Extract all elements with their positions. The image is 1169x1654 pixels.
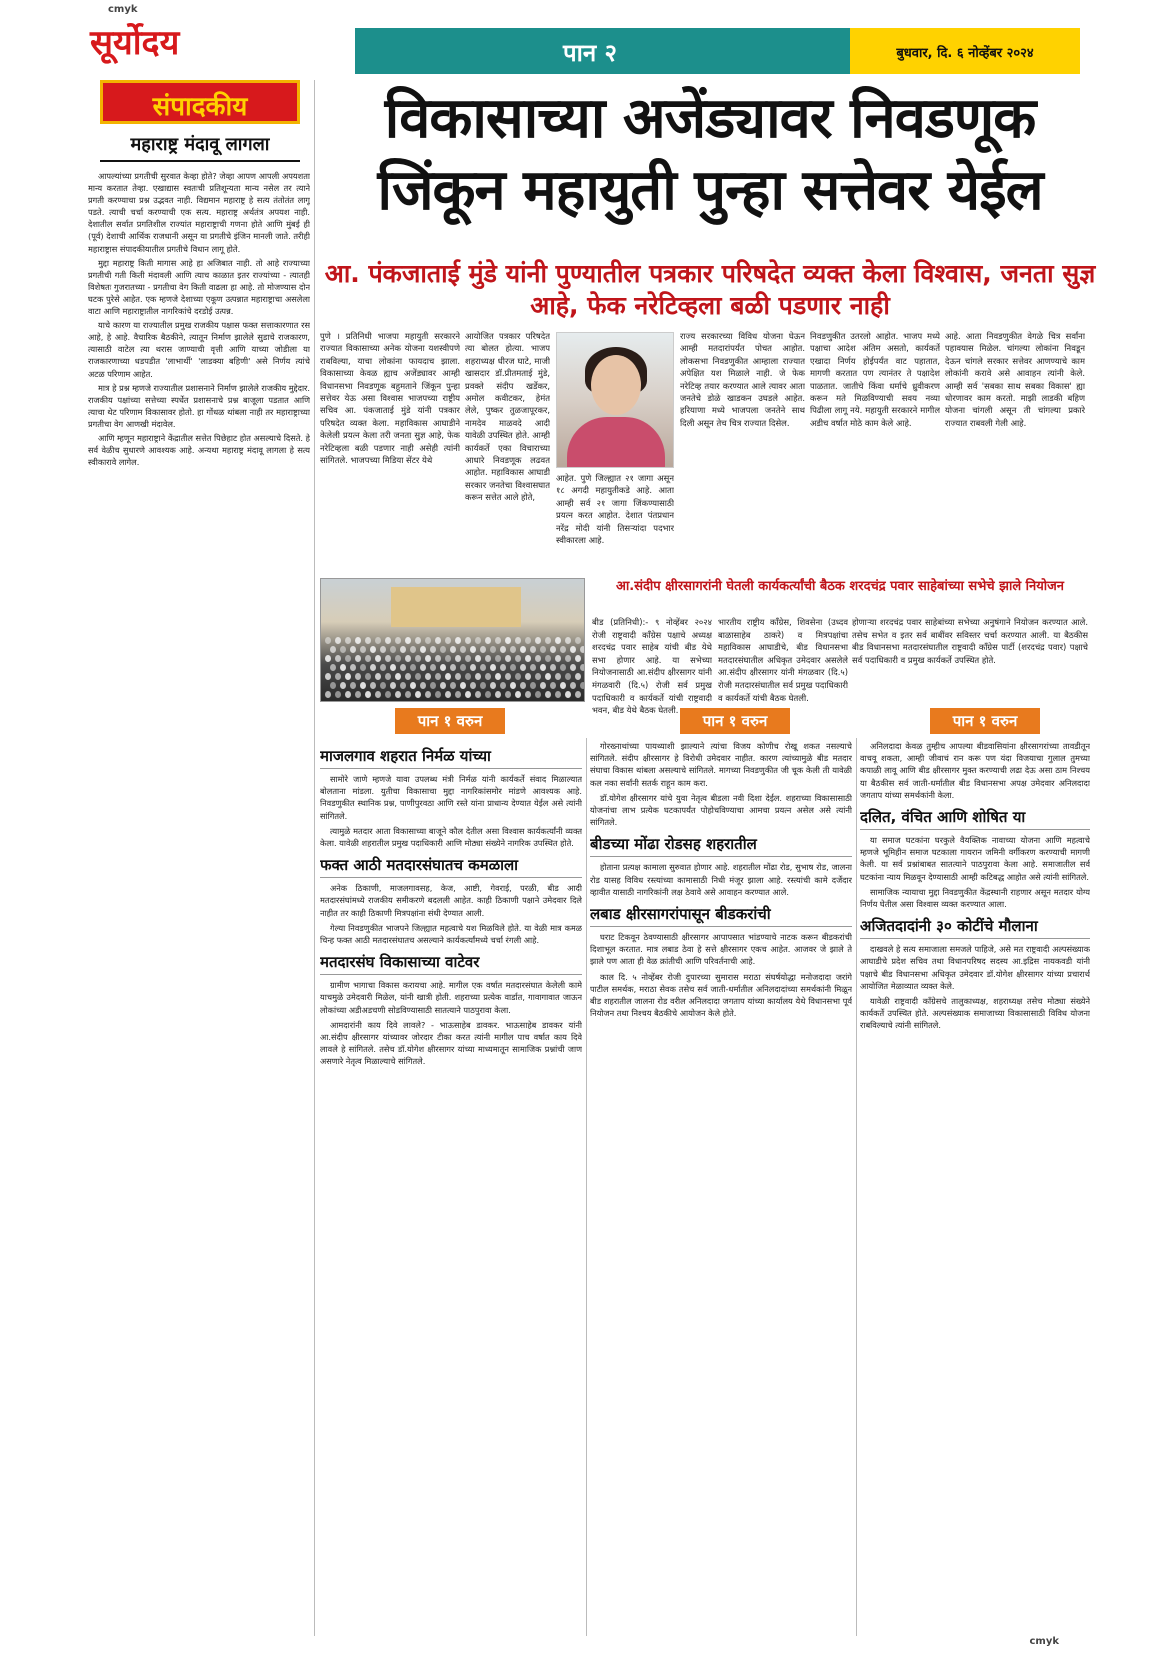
continued-banner: पान १ वरुन (395, 708, 505, 734)
crowd-person (385, 637, 391, 644)
crowd-person (430, 646, 436, 653)
crowd-person (355, 655, 361, 662)
crowd-person (565, 655, 571, 662)
crowd-person (510, 682, 516, 689)
crowd-person (375, 673, 381, 680)
section-paragraph: अनिलदादा केवळ तुम्हीच आपल्या बीडवासियांना क्षीरसागरांच्या तावडीतून वाचवू शकता, आम्ही जीवाचं रान करू पण यंदा विजयाचा गुलाल तुमच्या कपाळी लावू आणि बीड क्षीरसागर मुक्त करण्याची लढा देऊ असा ठाम निश्चय या बैठकीस सर्व जाती-धर्मातील बीड विधानसभा अपक्ष उमेदवार अनिलदादा जगताप यांच्या समर्थकांनी केला. (860, 741, 1090, 800)
crowd-person (395, 637, 401, 644)
crowd-person (505, 673, 511, 680)
crowd-person (515, 691, 521, 698)
crowd-person (330, 682, 336, 689)
crowd-person (545, 655, 551, 662)
crowd-person (535, 673, 541, 680)
second-story-column: बीड (प्रतिनिधी):- ९ नोव्हेंबर २०२४ रोजी राष्ट्रवादी काँग्रेस पक्षाचे अध्यक्ष शरदचंद्र पवार साहेब यांची बीड येथे सभा होणार आहे. या सभेच्या नियोजनासाठी आ.संदीप क्षीरसागर यांनी मंगळवारी (दि.५) रोजी सर्व प्रमुख पदाधिकारी व कार्यकर्ते यांची राष्ट्रवादी भवन, बीड येथे बैठक घेतली. (592, 617, 712, 716)
section-heading: अजितदादांनी ३० कोटींचे मौलाना (860, 916, 1090, 939)
crowd-person (340, 646, 346, 653)
crowd-person (335, 691, 341, 698)
crowd-person (520, 664, 526, 671)
section-paragraph: सामोरे जाणे म्हणजे यावा उपलब्ध मंत्री निर्मळ यांनी कार्यकर्ते संवाद मिळाल्यात बोलताना मांडला. युतीचा विकासाचा मुद्दा नागरिकांसमोर मांडणे आवश्यक आहे. निवडणुकीत स्थानिक प्रश्न, पाणीपुरवठा आणि रस्ते यांना प्राधान्य देण्यात येईल असे त्यांनी सांगितले. (320, 774, 582, 821)
portrait-face (591, 355, 641, 415)
section-paragraph: ग्रामीण भागाचा विकास करायचा आहे. मागील एक वर्षात मतदारसंघात केलेली कामे याचमुळे उमेदवारी मिळेल, यांनी खात्री होती. शहराच्या प्रत्येक वार्डात, गावागावात जाऊन लोकांच्या अडीअडचणी सोडविण्यासाठी सातत्याने पाठपुरावा केला. (320, 980, 582, 1015)
crowd-person (560, 664, 566, 671)
crowd-person (425, 655, 431, 662)
section-paragraph: होताना प्रत्यक्ष कामाला सुरुवात होणार आहे. शहरातील मोंढा रोड, सुभाष रोड, जालना रोड यासह विविध रस्त्यांच्या कामासाठी निधी मंजूर झाला आहे. रस्त्यांची कामे दर्जेदार व्हावीत यासाठी नागरिकांनी लक्ष ठेवावे असे आवाहन करण्यात आले. (590, 862, 852, 897)
crowd-person (575, 637, 581, 644)
column-divider (586, 738, 587, 1636)
crowd-person (535, 655, 541, 662)
crowd-person (465, 691, 471, 698)
crowd-person (405, 637, 411, 644)
crowd-person (570, 664, 576, 671)
section-paragraph: गोरख्नाथांच्या पायथ्याशी झाल्याने त्यांचा विजय कोणीच रोखू शकत नसल्याचे सांगितले. संदीप क्षीरसागर हे विरोधी उमेदवार नाहीत. कारण त्यांच्यामुळे बीड मतदार संघाचा विकास थांबला असल्याचे सांगितले. मागच्या निवडणुकीत जी चूक केली ती यावेळी कल नका सर्वांनी सतर्क राहून काम करा. (590, 741, 852, 788)
column-divider (856, 738, 857, 1636)
crowd-person (325, 691, 331, 698)
crowd-person (485, 691, 491, 698)
crowd-person (570, 646, 576, 653)
crowd-person (390, 646, 396, 653)
continued-banner: पान १ वरुन (930, 708, 1040, 734)
crowd-person (370, 646, 376, 653)
second-story-column: भारतीय राष्ट्रीय काँग्रेस, शिवसेना (उध्दव बाळासाहेब ठाकरे) व मित्रपक्षांचा महाविकास आघाडीचे, बीड विधानसभा मतदारसंघातील अधिकृत उमेदवार असलेले आ.संदीप क्षीरसागर यांनी मंगळवार (दि.५) रोजी मतदारसंघातील सर्व प्रमुख पदाधिकारी व कार्यकर्ते यांची बैठक घेतली. (718, 617, 848, 703)
crowd-person (390, 682, 396, 689)
crowd-person (455, 691, 461, 698)
headline-line-2: जिंकून महायुती पुन्हा सत्तेवर येईल (377, 157, 1043, 223)
crowd-person (335, 637, 341, 644)
section-paragraph: अनेक ठिकाणी, माजलगावसह, केज, आष्टी, गेवराई, परळी, बीड आदी मतदारसंघांमध्ये राजकीय समीकरणे बदलली आहेत. काही ठिकाणी पक्षाने उमेदवार दिले नाहीत तर काही ठिकाणी मित्रपक्षांना संधी देण्यात आली. (320, 883, 582, 918)
crowd-person (445, 673, 451, 680)
crowd-person (435, 691, 441, 698)
section-paragraph: सामाजिक न्यायाचा मुद्दा निवडणुकीत केंद्रस्थानी राहणार असून मतदार योग्य निर्णय घेतील असा विश्वास व्यक्त करण्यात आला. (860, 886, 1090, 910)
crowd-person (480, 646, 486, 653)
crowd-photo (320, 578, 585, 702)
crowd-person (345, 637, 351, 644)
crowd-person (485, 655, 491, 662)
crowd-person (415, 655, 421, 662)
crowd-person (465, 655, 471, 662)
crowd-person (530, 664, 536, 671)
crowd-person (360, 646, 366, 653)
crowd-person (355, 673, 361, 680)
crowd-photo-stage (391, 587, 521, 627)
crowd-person (510, 646, 516, 653)
crowd-person (365, 655, 371, 662)
crowd-person (575, 655, 581, 662)
crowd-person (580, 682, 585, 689)
crowd-person (350, 646, 356, 653)
crowd-person (540, 664, 546, 671)
print-mark-top: cmyk (108, 4, 138, 15)
crowd-person (355, 691, 361, 698)
crowd-person (555, 691, 561, 698)
crowd-person (475, 637, 481, 644)
page-band (355, 28, 1080, 74)
section-heading: लबाड क्षीरसागरांपासून बीडकरांची (590, 904, 852, 927)
crowd-person (440, 646, 446, 653)
crowd-person (395, 673, 401, 680)
continued-column-1 (320, 740, 582, 1634)
crowd-person (405, 655, 411, 662)
crowd-person (385, 673, 391, 680)
crowd-person (530, 682, 536, 689)
crowd-person (495, 655, 501, 662)
second-story-headline: आ.संदीप क्षीरसागरांनी घेतली कार्यकर्त्यांची बैठक शरदचंद्र पवार साहेबांच्या सभेचे झाले नियोजन (615, 579, 1065, 594)
crowd-person (450, 682, 456, 689)
editorial-paragraph: मात्र हे प्रश्न म्हणजे राज्यातील प्रशासनाने निर्माण झालेले राजकीय मुद्देदार. राजकीय पक्षांच्या सत्तेच्या स्पर्धेत प्रशासनाचे प्रश्न बाजूला पडतात आणि त्याचा थेट परिणाम विकासावर होतो. हा गोंधळ थांबला नाही तर महाराष्ट्राच्या प्रगतीचा वेग आणखी मंदावेल. (88, 382, 310, 429)
crowd-person (480, 664, 486, 671)
crowd-person (350, 682, 356, 689)
crowd-person (335, 655, 341, 662)
lead-headline (330, 82, 1090, 226)
crowd-person (565, 691, 571, 698)
masthead (90, 18, 1090, 78)
crowd-person (410, 682, 416, 689)
crowd-person (405, 691, 411, 698)
continued-banner: पान १ वरुन (680, 708, 790, 734)
lead-story-column: आहेत. पुणे जिल्ह्यात २१ जागा असून १८ अगदी महायुतीकडे आहे. आता आम्ही सर्व २१ जागा जिंकण्यासाठी प्रयत्न करत आहोत. देशात पंतप्रधान नरेंद्र मोदी यांनी तिसऱ्यांदा पदभार स्वीकारला आहे. (556, 473, 674, 546)
crowd-person (345, 691, 351, 698)
crowd-person (440, 664, 446, 671)
editorial-title: महाराष्ट्र मंदावू लागला (100, 132, 300, 162)
crowd-person (415, 637, 421, 644)
crowd-person (395, 655, 401, 662)
crowd-person (580, 646, 585, 653)
crowd-person (345, 655, 351, 662)
crowd-person (560, 646, 566, 653)
section-paragraph: दाखवले हे सत्य समाजाला समजले पाहिजे, असे मत राष्ट्रवादी अल्पसंख्याक आघाडीचे प्रदेश सचिव तथा विधानपरिषद सदस्य आ.इद्रिस नायकवडी यांनी पक्षाचे बीड विधानसभा अधिकृत उमेदवार डॉ.योगेश क्षीरसागर यांच्या प्रचारार्थ आयोजित मेळाव्यात व्यक्त केले. (860, 944, 1090, 991)
crowd-person (390, 664, 396, 671)
crowd-person (465, 637, 471, 644)
crowd-person (535, 637, 541, 644)
crowd-person (340, 664, 346, 671)
editorial-paragraph: मुद्दा महाराष्ट्र किती मागास आहे हा अजिबात नाही. तो आहे राज्याच्या प्रगतीची गती किती मंदावली आणि त्याच काळात इतर राज्यांच्या - त्यातही विशेषतः गुजरातच्या - प्रगतीचा वेग किती वाढला हा आहे. तो मोजण्यास दोन घटक पुरेसे आहेत. एक म्हणजे देशाच्या एकूण उत्पन्नात महाराष्ट्राचा असलेला वाटा आणि महाराष्ट्रातील नागरिकांचे दरडोई उत्पन्न. (88, 257, 310, 317)
crowd-person (460, 682, 466, 689)
crowd-person (470, 682, 476, 689)
page-number: पान २ (562, 39, 617, 67)
crowd-person (385, 691, 391, 698)
section-heading: फक्त आठी मतदारसंघातच कमळाला (320, 855, 582, 878)
lead-story-column: आयोजित पत्रकार परिषदेत त्या बोलत होत्या. भाजप शहराध्यक्ष धीरज घाटे, माजी खासदार डॉ.प्रीतमताई मुंडे, प्रवक्ते संदीप खर्डेकर, अमोल कवीटकर, हेमंत लेले, पुष्कर तुळजापूरकर, नामदेव माळवदे आदी यावेळी उपस्थित होते. आम्ही कार्यकर्ते एका विचाराच्या आधारे निवडणूक लढवत आहोत. महाविकास आघाडी सरकार जनतेचा विश्वासघात करून सत्तेत आले होते, (465, 331, 550, 503)
crowd-person (490, 664, 496, 671)
crowd-person (430, 682, 436, 689)
column-divider (314, 80, 315, 1636)
crowd-person (450, 664, 456, 671)
crowd-person (420, 664, 426, 671)
lead-story-column: राज्य सरकारच्या विविध योजना घेऊन आम्ही मतदारांपर्यंत पोचत आहोत. लोकसभा निवडणुकीत आम्हाला राज्यात अपेक्षित यश मिळाले नाही. जे फेक नरेटिव्ह तयार करण्यात आले त्यावर आता जनतेचे डोळे खाडकन उघडले आहेत. हरियाणा मध्ये भाजपला जनतेने साथ दिली असून तेच चित्र राज्यात दिसेल. (680, 331, 805, 428)
crowd-person (330, 646, 336, 653)
crowd-person (355, 637, 361, 644)
crowd-person (405, 673, 411, 680)
crowd-person (505, 691, 511, 698)
crowd-person (460, 646, 466, 653)
crowd-person (335, 673, 341, 680)
crowd-person (365, 673, 371, 680)
crowd-person (565, 637, 571, 644)
crowd-person (480, 682, 486, 689)
crowd-person (485, 673, 491, 680)
crowd-person (445, 691, 451, 698)
section-heading: माजलगाव शहरात निर्मळ यांच्या (320, 746, 582, 769)
section-paragraph: गेल्या निवडणुकीत भाजपने जिल्ह्यात महत्वाचे यश मिळविले होते. या वेळी मात्र कमळ चिन्ह फक्त आठी मतदारसंघातच असल्याने कार्यकर्त्यांमध्ये चर्चा रंगली आहे. (320, 922, 582, 946)
crowd-person (360, 664, 366, 671)
continued-column-3 (860, 740, 1090, 1634)
crowd-person (525, 637, 531, 644)
crowd-person (415, 673, 421, 680)
crowd-person (345, 673, 351, 680)
crowd-person (510, 664, 516, 671)
crowd-person (490, 682, 496, 689)
crowd-person (330, 664, 336, 671)
crowd-person (540, 682, 546, 689)
crowd-person (475, 673, 481, 680)
crowd-person (410, 664, 416, 671)
crowd-person (500, 664, 506, 671)
print-mark-bottom: cmyk (1029, 1636, 1059, 1647)
crowd-person (445, 637, 451, 644)
crowd-person (545, 637, 551, 644)
crowd-person (465, 673, 471, 680)
section-paragraph: घराट टिकवून ठेवण्यासाठी क्षीरसागर आपापसात भांडण्याचे नाटक करून बीडकरांची दिशाभूल करतात. मात्र लबाड ठेवा हे सत्ते क्षीरसागर एकच आहेत. आजवर जे झाले ते झाले पण आता ही वेळ क्रांतीची आणि परिवर्तनाची आहे. (590, 932, 852, 967)
crowd-person (435, 637, 441, 644)
newspaper-logo: सूर्योदय (90, 23, 180, 63)
crowd-person (420, 682, 426, 689)
crowd-person (380, 682, 386, 689)
editorial-paragraph: आणि म्हणून महाराष्ट्राने केंद्रातील सत्तेत पिछेहाट होत असल्याचे दिसते. हे सर्व वेळीच सुधारणे आवश्यक आहे. अन्यथा महाराष्ट्र मंदावू लागला हे सत्य स्वीकारावे लागेल. (88, 432, 310, 468)
crowd-person (525, 655, 531, 662)
crowd-person (425, 673, 431, 680)
crowd-person (325, 673, 331, 680)
crowd-person (455, 655, 461, 662)
section-paragraph: काल दि. ५ नोव्हेंबर रोजी दुपारच्या सुमारास मराठा संघर्षयोद्धा मनोजदादा जरांगे पाटील समर्थक, मराठा सेवक तसेच सर्व जाती-धर्मातील अनिलदादांच्या समर्थकांनी मिळून बीड शहरातील जालना रोड वरील अनिलदादा जगताप यांच्या कार्यालय येथे विधानसभा पूर्व नियोजन तथा निश्चय बैठकीचे आयोजन केले होते. (590, 971, 852, 1019)
crowd-person (470, 664, 476, 671)
crowd-person (325, 637, 331, 644)
crowd-person (440, 682, 446, 689)
section-paragraph: या समाज घटकांना घरकुले वैयक्तिक नावाच्या योजना आणि महत्वाचे म्हणजे भूमिहीन समाज घटकाला गायरान जमिनी वर्गीकरण करण्याची मागणी केली. या सर्व प्रश्नांबाबत सातत्याने पाठपुरावा केला आहे. समाजातील सर्व घटकांना न्याय मिळवून देण्यासाठी आम्ही कटिबद्ध आहोत असे त्यांनी सांगितले. (860, 835, 1090, 882)
crowd-person (400, 682, 406, 689)
crowd-person (420, 646, 426, 653)
crowd-person (555, 673, 561, 680)
second-story-column: होणाऱ्या शरदचंद्र पवार साहेबांच्या सभेच्या अनुषंगाने नियोजन करण्यात आले. तसेच सभेत व इतर सर्व बाबींवर सविस्तर चर्चा करण्यात आली. या बैठकीस बीड विधानसभा मतदारसंघातील राष्ट्रवादी काँग्रेस पार्टी (शरदचंद्र पवार) पक्षाचे सर्व पदाधिकारी व प्रमुख कार्यकर्ते उपस्थित होते. (852, 617, 1088, 665)
crowd-person (380, 664, 386, 671)
crowd-person (575, 691, 581, 698)
crowd-person (435, 673, 441, 680)
crowd-person (365, 637, 371, 644)
crowd-person (495, 673, 501, 680)
section-paragraph: त्यामुळे मतदार आता विकासाच्या बाजूने कौल देतील असा विश्वास कार्यकर्त्यांनी व्यक्त केला. यावेळी शहरातील प्रमुख पदाधिकारी आणि मोठ्या संख्येने नागरिक उपस्थित होते. (320, 825, 582, 849)
crowd-person (490, 646, 496, 653)
continued-column-2 (590, 740, 852, 1634)
crowd-person (400, 646, 406, 653)
crowd-person (495, 691, 501, 698)
crowd-person (575, 673, 581, 680)
crowd-person (505, 637, 511, 644)
crowd-person (515, 637, 521, 644)
crowd-person (500, 646, 506, 653)
crowd-person (485, 637, 491, 644)
crowd-person (525, 691, 531, 698)
crowd-person (545, 691, 551, 698)
crowd-person (505, 655, 511, 662)
crowd-person (580, 664, 585, 671)
crowd-person (515, 655, 521, 662)
crowd-person (415, 691, 421, 698)
crowd-person (340, 682, 346, 689)
crowd-person (385, 655, 391, 662)
crowd-person (360, 682, 366, 689)
crowd-person (375, 655, 381, 662)
crowd-person (500, 682, 506, 689)
crowd-person (435, 655, 441, 662)
crowd-person (395, 691, 401, 698)
crowd-person (430, 664, 436, 671)
crowd-person (560, 682, 566, 689)
crowd-person (520, 646, 526, 653)
lead-subheadline: आ. पंकजाताई मुंडे यांनी पुण्यातील पत्रकार परिषदेत व्यक्त केला विश्वास, जनता सुज्ञ आहे, फेक नरेटिव्हला बळी पडणार नाही (324, 259, 1096, 320)
portrait-body (567, 417, 665, 468)
crowd-person (455, 637, 461, 644)
section-paragraph: डॉ.योगेश क्षीरसागर यांचे युवा नेतृत्व बीडला नवी दिशा देईल. शहराच्या विकासासाठी योजनांचा लाभ प्रत्येक घटकापर्यंत पोहोचविण्याचा आमचा प्रयत्न असेल असे त्यांनी सांगितले. (590, 792, 852, 828)
section-paragraph: यावेळी राष्ट्रवादी काँग्रेसचे तालुकाध्यक्ष, शहराध्यक्ष तसेच मोठ्या संख्येने कार्यकर्ते उपस्थित होते. अल्पसंख्याक समाजाच्या विकासासाठी विविध योजना राबविल्याचे त्यांनी सांगितले. (860, 996, 1090, 1031)
crowd-person (570, 682, 576, 689)
editorial-paragraph: याचे कारण या राज्यातील प्रमुख राजकीय पक्षास फक्त सत्ताकारणात रस आहे, हे आहे. वैचारिक बैठकीने, त्यातून निर्माण झालेले सुडाचे राजकारण, त्यासाठी वाटेल त्या थरास जाण्याची वृत्ती आणि याच्या जोडीला या राजकारणाच्या धडपडीत 'लाभार्थी' 'लाडक्या बहिणी' असे निर्णय त्यांचे अटळ परिणाम आहेत. (88, 320, 310, 379)
crowd-person (375, 691, 381, 698)
section-heading: मतदारसंघ विकासाच्या वाटेवर (320, 952, 582, 975)
crowd-person (520, 682, 526, 689)
section-heading: बीडच्या मोंढा रोडसह शहरातील (590, 834, 852, 857)
editorial-paragraph: आपल्यांच्या प्रगतीची सुरवात केव्हा होते? जेव्हा आपण आपली अपयशता मान्य करतात तेव्हा. एखाद्यास स्वतःची प्रतिशून्यता मान्य नसेल तर त्याने प्रगती करण्याचा प्रश्न उद्भवत नाही. विद्यमान महाराष्ट्र हे सत्य तंतोतंत लागू पडते. त्याची चर्चा करण्याची एक सत्य. महाराष्ट्र अर्थतंत्र अपयश नाही. देशातील सर्वात प्रगतिशील राज्यांत महाराष्ट्राची गणना होते आणि मुंबई ही (पूर्व) देशाची आर्थिक राजधानी असून या प्रगतीचे इंजिन मानली जाते. तरीही महाराष्ट्रास संपादकीयातील प्रगतीचे विधान लागू होते. (88, 171, 310, 254)
crowd-person (555, 637, 561, 644)
crowd-person (545, 673, 551, 680)
crowd-person (350, 664, 356, 671)
crowd-person (455, 673, 461, 680)
headline-line-1: विकासाच्या अजेंड्यावर निवडणूक (384, 85, 1036, 151)
lead-story-column: निवडणुकीत उतरलो आहोत. भाजप मध्ये पक्षाचा आदेश अंतिम असतो, कार्यकर्ते एखादा निर्णय होईपर्यंत वाट पहातात, मागणी करतात पण त्यानंतर ते पक्षादेश पाळतात. जातीचे किंवा धर्माचे ध्रुवीकरण करून मते मिळविण्याची सवय नव्या पिढीला लागू नये. महायुती सरकारने मागील अडीच वर्षात मोठे काम केले आहे. (810, 331, 940, 428)
crowd-person (370, 682, 376, 689)
crowd-person (425, 637, 431, 644)
crowd-person (540, 646, 546, 653)
crowd-person (535, 691, 541, 698)
crowd-person (400, 664, 406, 671)
section-heading: दलित, वंचित आणि शोषित या (860, 807, 1090, 830)
crowd-person (450, 646, 456, 653)
crowd-person (565, 673, 571, 680)
issue-date: बुधवार, दि. ६ नोव्हेंबर २०२४ (850, 28, 1080, 74)
lead-story-column: पुणे । प्रतिनिधी भाजपा महायुती सरकारने राज्यात विकासाच्या अनेक योजना यशस्वीपणे राबविल्या, याचा लोकांना फायदाच झाला. विकासाच्या केवळ ह्याच अजेंड्यावर आम्ही विधानसभा निवडणूक बहुमताने जिंकून पुन्हा सत्तेवर येऊ असा विश्वास भाजपच्या राष्ट्रीय सचिव आ. पंकजाताई मुंडे यांनी पत्रकार परिषदेत व्यक्त केला. महाविकास आघाडीने केलेली प्रयत्न केला तरी जनता सुज्ञ आहे, फेक नरेटिव्हला बळी पडणार नाही असेही त्यांनी सांगितले. भाजपच्या मिडिया सेंटर येथे (320, 331, 460, 466)
lead-story-column: आहे. आता निवडणुकीत वेगळे चित्र सर्वांना पहावयास मिळेल. चांगल्या लोकांना निवडून देऊन चांगले सरकार सत्तेवर आणण्याचे काम लोकांनी करावे असे आवाहन त्यांनी केले. आम्ही सर्व 'सबका साथ सबका विकास' ह्या धोरणावर काम करतो. माझी लाडकी बहिण योजना चांगली असून ती चांगल्या प्रकारे राज्यात राबवली गेली आहे. (945, 331, 1085, 428)
crowd-person (550, 646, 556, 653)
crowd-person (325, 655, 331, 662)
crowd-person (425, 691, 431, 698)
crowd-person (475, 691, 481, 698)
crowd-person (530, 646, 536, 653)
crowd-person (375, 637, 381, 644)
editorial-body (88, 170, 310, 1635)
crowd-person (365, 691, 371, 698)
crowd-person (445, 655, 451, 662)
editorial-tag: संपादकीय (100, 80, 300, 124)
crowd-person (370, 664, 376, 671)
crowd-person (470, 646, 476, 653)
portrait-photo (556, 332, 674, 468)
crowd-person (410, 646, 416, 653)
section-paragraph: आमदारांनी काय दिवे लावले? - भाऊसाहेब डावकर. भाऊसाहेब डावकर यांनी आ.संदीप क्षीरसागर यांच्यावर जोरदार टीका करत त्यांनी मागील पाच वर्षात काय दिवे लावले हे सांगितले. तसेच डॉ.योगेश क्षीरसागर यांच्या माध्यमातून सामाजिक प्रश्नांची जाण असणारे नेतृत्व मिळाल्याचे सांगितले. (320, 1019, 582, 1067)
crowd-person (495, 637, 501, 644)
crowd-person (380, 646, 386, 653)
crowd-person (550, 664, 556, 671)
crowd-person (550, 682, 556, 689)
crowd-person (525, 673, 531, 680)
crowd-person (475, 655, 481, 662)
crowd-person (515, 673, 521, 680)
crowd-person (460, 664, 466, 671)
crowd-person (555, 655, 561, 662)
